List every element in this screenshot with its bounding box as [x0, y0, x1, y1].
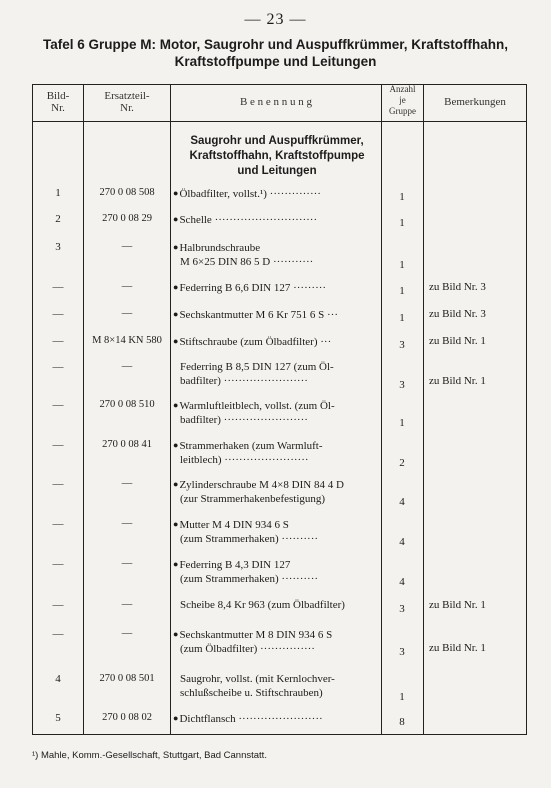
anzahl-cell: 1	[399, 217, 405, 229]
benennung-line: Federring B 8,5 DIN 127 (zum Öl-	[180, 361, 334, 373]
benennung-cell	[173, 627, 379, 656]
header-bild-nr: Bild- Nr.	[46, 90, 70, 114]
table-top-rule	[32, 84, 527, 85]
title-line-2: Kraftstoffpumpe und Leitungen	[174, 54, 377, 69]
bullet-icon: ●	[173, 309, 179, 319]
column-divider	[526, 84, 527, 734]
header-benennung: B e n e n n u n g	[239, 96, 313, 108]
bullet-icon: ●	[173, 242, 179, 252]
bild-nr-cell: —	[52, 361, 64, 373]
benennung-line: ●Warmluftleitblech, vollst. (zum Öl-	[173, 400, 335, 412]
bullet-icon: ●	[173, 559, 179, 569]
ersatzteil-nr-cell: —	[121, 518, 133, 529]
benennung-line: ●Sechskantmutter M 6 Kr 751 6 S ···	[173, 309, 338, 321]
page-title	[10, 36, 541, 70]
benennung-line: ●Federring B 6,6 DIN 127 ·········	[173, 282, 327, 294]
ersatzteil-nr-cell: 270 0 08 508	[99, 187, 155, 198]
benennung-line: ●Ölbadfilter, vollst.¹) ··············	[173, 188, 321, 200]
anzahl-cell: 3	[399, 339, 405, 351]
anzahl-cell: 8	[399, 716, 405, 728]
bild-nr-cell: 4	[55, 673, 61, 685]
anzahl-cell: 3	[399, 646, 405, 658]
bild-nr-cell: —	[52, 599, 64, 611]
anzahl-cell: 1	[399, 259, 405, 271]
bild-nr-cell: 5	[55, 712, 61, 724]
bild-nr-cell: —	[52, 478, 64, 490]
page-number: — 23 —	[244, 11, 307, 28]
ersatzteil-nr-cell: —	[121, 478, 133, 489]
benennung-line: leitblech) ·······················	[180, 454, 309, 466]
benennung-line: ●Strammerhaken (zum Warmluft-	[173, 440, 323, 452]
anzahl-cell: 3	[399, 379, 405, 391]
bullet-icon: ●	[173, 713, 179, 723]
ersatzteil-nr-cell: —	[121, 308, 133, 319]
ersatzteil-nr-cell: —	[121, 628, 133, 639]
footnote: ¹) Mahle, Komm.-Gesellschaft, Stuttgart, Bad Cannstatt.	[32, 750, 267, 761]
anzahl-cell: 2	[399, 457, 405, 469]
benennung-line: Saugrohr, vollst. (mit Kernlochver-	[180, 673, 335, 685]
benennung-cell	[173, 240, 379, 269]
benennung-line: Scheibe 8,4 Kr 963 (zum Ölbadfilter)	[180, 599, 345, 611]
column-divider	[381, 84, 382, 734]
bild-nr-cell: —	[52, 439, 64, 451]
bullet-icon: ●	[173, 336, 179, 346]
ersatzteil-nr-cell: —	[121, 558, 133, 569]
title-line-1: Tafel 6 Gruppe M: Motor, Saugrohr und Auspuffkrümmer, Kraftstoffhahn,	[42, 37, 508, 52]
bullet-icon: ●	[173, 629, 179, 639]
benennung-line: (zum Strammerhaken) ··········	[180, 533, 319, 545]
ersatzteil-nr-cell: 270 0 08 510	[99, 399, 155, 410]
bild-nr-cell: —	[52, 518, 64, 530]
bild-nr-cell: —	[52, 281, 64, 293]
anzahl-cell: 1	[399, 312, 405, 324]
benennung-line: ●Zylinderschraube M 4×8 DIN 84 4 D	[173, 479, 344, 491]
benennung-line: (zum Strammerhaken) ··········	[180, 573, 319, 585]
benennung-line: ●Federring B 4,3 DIN 127	[173, 559, 291, 571]
header-bemerkungen: Bemerkungen	[444, 96, 506, 108]
benennung-line: badfilter) ·······················	[180, 414, 308, 426]
bild-nr-cell: —	[52, 308, 64, 320]
column-divider	[423, 84, 424, 734]
benennung-cell	[173, 334, 379, 349]
bild-nr-cell: —	[52, 558, 64, 570]
benennung-line: badfilter) ·······················	[180, 375, 308, 387]
benennung-cell	[173, 280, 379, 295]
benennung-line: ●Dichtflansch ·······················	[173, 713, 323, 725]
bemerkung-cell: zu Bild Nr. 1	[429, 599, 486, 611]
header-anzahl: Anzahl je Gruppe	[389, 84, 416, 116]
benennung-cell	[173, 212, 379, 227]
bild-nr-cell: 3	[55, 241, 61, 253]
bemerkung-cell: zu Bild Nr. 1	[429, 335, 486, 347]
ersatzteil-nr-cell: —	[121, 599, 133, 610]
benennung-line: schlußscheibe u. Stiftschrauben)	[180, 687, 323, 699]
bullet-icon: ●	[173, 519, 179, 529]
anzahl-cell: 1	[399, 191, 405, 203]
benennung-line: ●Halbrundschraube	[173, 242, 261, 254]
bemerkung-cell: zu Bild Nr. 1	[429, 642, 486, 654]
benennung-line: ●Sechskantmutter M 8 DIN 934 6 S	[173, 629, 333, 641]
bullet-icon: ●	[173, 188, 179, 198]
benennung-cell	[173, 517, 379, 546]
benennung-line: (zum Ölbadfilter) ···············	[180, 643, 315, 655]
ersatzteil-nr-cell: M 8×14 KN 580	[92, 335, 162, 346]
benennung-line: ●Schelle ····························	[173, 214, 318, 226]
bild-nr-cell: —	[52, 335, 64, 347]
ersatzteil-nr-cell: 270 0 08 41	[102, 439, 152, 450]
column-divider	[170, 84, 171, 734]
bullet-icon: ●	[173, 400, 179, 410]
bullet-icon: ●	[173, 214, 179, 224]
ersatzteil-nr-cell: —	[121, 281, 133, 292]
table-header-rule	[32, 121, 527, 122]
bemerkung-cell: zu Bild Nr. 3	[429, 308, 486, 320]
anzahl-cell: 1	[399, 417, 405, 429]
bemerkung-cell: zu Bild Nr. 1	[429, 375, 486, 387]
benennung-cell	[173, 438, 379, 467]
bullet-icon: ●	[173, 440, 179, 450]
benennung-cell	[173, 398, 379, 427]
benennung-cell	[173, 557, 379, 586]
ersatzteil-nr-cell: 270 0 08 501	[99, 673, 155, 684]
bullet-icon: ●	[173, 479, 179, 489]
benennung-cell	[173, 186, 379, 201]
bild-nr-cell: 1	[55, 187, 61, 199]
ersatzteil-nr-cell: 270 0 08 02	[102, 712, 152, 723]
benennung-line: ●Mutter M 4 DIN 934 6 S	[173, 519, 289, 531]
anzahl-cell: 1	[399, 691, 405, 703]
benennung-line: (zur Strammerhakenbefestigung)	[180, 493, 326, 505]
benennung-cell	[173, 598, 379, 612]
ersatzteil-nr-cell: —	[121, 361, 133, 372]
ersatzteil-nr-cell: 270 0 08 29	[102, 213, 152, 224]
benennung-cell	[173, 711, 379, 726]
anzahl-cell: 4	[399, 496, 405, 508]
bild-nr-cell: —	[52, 628, 64, 640]
ersatzteil-nr-cell: —	[121, 241, 133, 252]
anzahl-cell: 1	[399, 285, 405, 297]
anzahl-cell: 3	[399, 603, 405, 615]
benennung-line: ●Stiftschraube (zum Ölbadfilter) ···	[173, 336, 332, 348]
anzahl-cell: 4	[399, 536, 405, 548]
bild-nr-cell: —	[52, 399, 64, 411]
table-bottom-rule	[32, 734, 527, 735]
bild-nr-cell: 2	[55, 213, 61, 225]
bullet-icon: ●	[173, 282, 179, 292]
benennung-cell	[173, 360, 379, 388]
benennung-cell	[173, 477, 379, 506]
bemerkung-cell: zu Bild Nr. 3	[429, 281, 486, 293]
benennung-line: M 6×25 DIN 86 5 D ···········	[180, 256, 314, 268]
header-ersatzteil-nr: Ersatzteil- Nr.	[104, 90, 150, 114]
benennung-cell	[173, 307, 379, 322]
benennung-cell	[173, 672, 379, 700]
section-heading: Saugrohr und Auspuffkrümmer, Kraftstoffhahn, Kraftstoffpumpe und Leitungen	[189, 135, 365, 177]
anzahl-cell: 4	[399, 576, 405, 588]
